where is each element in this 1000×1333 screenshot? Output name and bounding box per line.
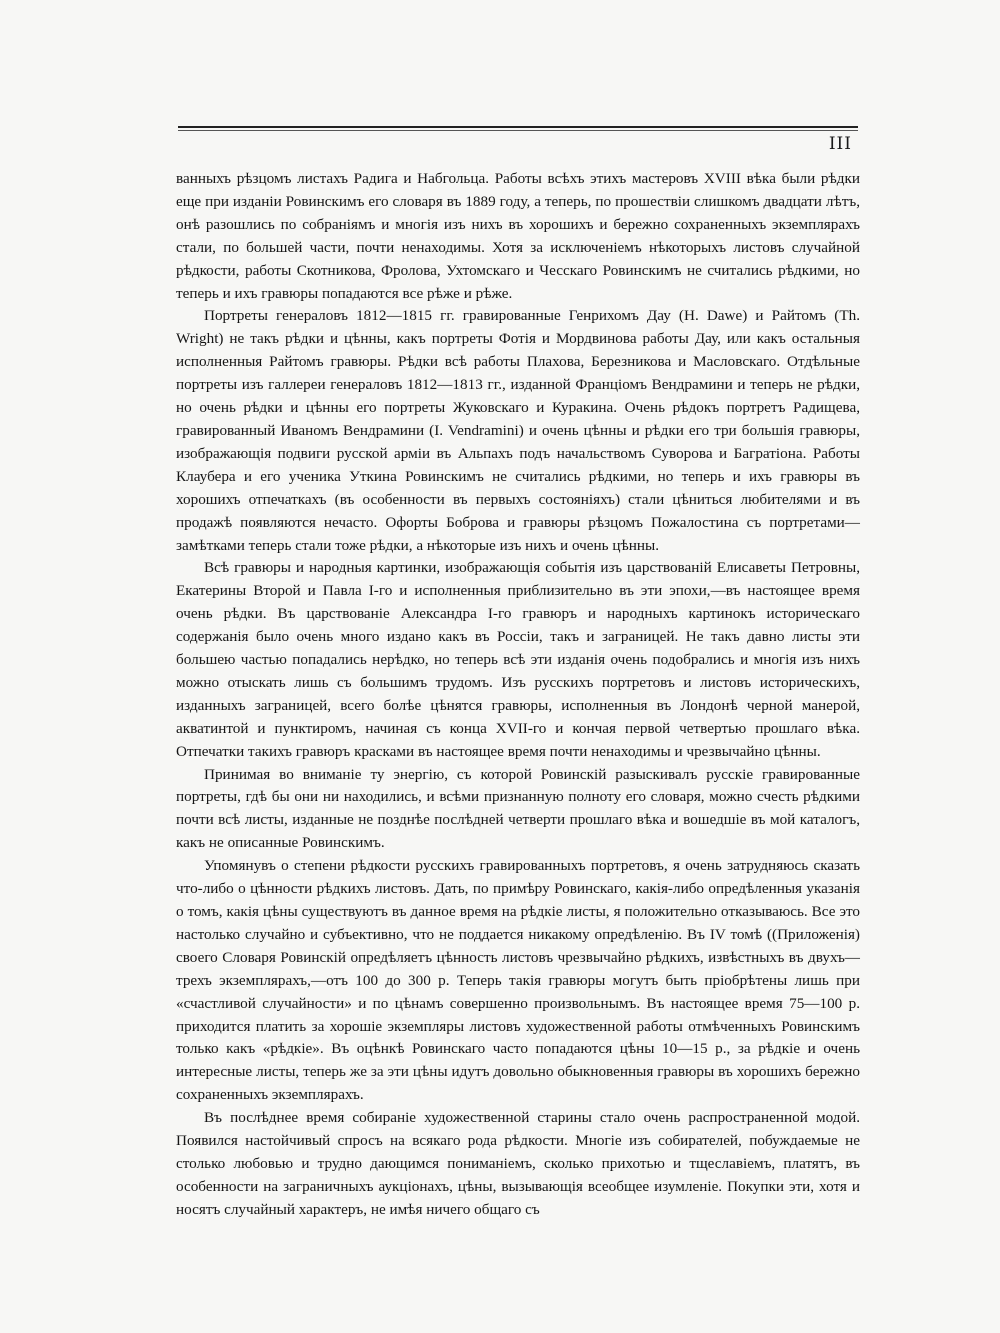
header-rule xyxy=(178,126,858,128)
paragraph: Всѣ гравюры и народныя картинки, изображающія событія изъ царствованій Елисаветы Петровны, Екатерины Второй и Павла I-го и исполненныя приблизительно въ эти эпохи,—въ настоящее время очень рѣдки. Въ царствованіе Александра I-го гравюръ и народныхъ картинокъ историческаго содержанія было очень много издано какъ въ Россіи, такъ и заграницей. Не такъ давно листы эти большею частью попадались нерѣдко, но теперь всѣ эти изданія очень подобрались и многія изъ нихъ можно отыскать лишь съ большимъ трудомъ. Изъ русскихъ портретовъ и листовъ историческихъ, изданныхъ заграницей, всего болѣе цѣнятся гравюры, исполненныя въ Лондонѣ черной манерой, акватинтой и пунктиромъ, начиная съ конца XVII-го и кончая первой четвертью прошлаго вѣка. Отпечатки такихъ гравюръ красками въ настоящее время почти ненаходимы и чрезвычайно цѣнны. xyxy=(176,559,860,760)
header-rule-thin xyxy=(178,130,858,131)
paragraph-continued: ванныхъ рѣзцомъ листахъ Радига и Набгольца. Работы всѣхъ этихъ мастеровъ XVIII вѣка были рѣдки еще при изданіи Ровинскимъ его словаря въ 1889 году, а теперь, по прошествіи слишкомъ двадцати лѣтъ, онѣ разошлись по собраніямъ и многія изъ нихъ въ хорошихъ и бережно сохраненныхъ экземплярахъ стали, по большей части, почти ненаходимы. Хотя за исключеніемъ нѣкоторыхъ листовъ случайной рѣдкости, работы Скотникова, Фролова, Ухтомскаго и Чесскаго Ровинскимъ не считались рѣдкими, но теперь и ихъ гравюры попадаются все рѣже и рѣже. xyxy=(176,170,860,302)
paragraph: Принимая во вниманіе ту энергію, съ которой Ровинскій разыскивалъ русскіе гравированные портреты, гдѣ бы они ни находились, и всѣми признанную полноту его словаря, можно счесть рѣдкими почти всѣ листы, изданные не позднѣе послѣдней четверти прошлаго вѣка и вошедшіе въ мой каталогъ, какъ не описанные Ровинскимъ. xyxy=(176,765,860,852)
paragraph: Упомянувъ о степени рѣдкости русскихъ гравированныхъ портретовъ, я очень затрудняюсь сказать что-либо о цѣнности рѣдкихъ листовъ. Дать, по примѣру Ровинскаго, какія-либо опредѣленныя указанія о томъ, какія цѣны существуютъ въ данное время на рѣдкіе листы, я положительно отказываюсь. Все это настолько случайно и субъективно, что не поддается никакому опредѣленію. Въ IV томѣ ((Приложенія) своего Словаря Ровинскій опредѣляетъ цѣнность листовъ чрезвычайно рѣдкихъ, извѣстныхъ въ двухъ—трехъ экземплярахъ,—отъ 100 до 300 р. Теперь такія гравюры могутъ быть пріобрѣтены лишь при «счастливой случайности» и по цѣнамъ совершенно произвольнымъ. Въ настоящее время 75—100 р. приходится платить за хорошіе экземпляры листовъ художественной работы отмѣченныхъ Ровинскимъ только какъ «рѣдкіе». Въ оцѣнкѣ Ровинскаго часто попадаются цѣны 10—15 р., за рѣдкіе и очень интересные листы, теперь же за эти цѣны идутъ довольно обыкновенныя гравюры въ хорошихъ бережно сохраненныхъ экземплярахъ. xyxy=(176,857,860,1104)
body-text xyxy=(176,168,860,1222)
paragraph: Въ послѣднее время собираніе художественной старины стало очень распространенной модой. Появился настойчивый спросъ на всякаго рода рѣдкости. Многіе изъ собирателей, побуждаемые не столько любовью и трудно дающимся пониманіемъ, сколько прихотью и тщеславіемъ, платятъ, въ особенности на заграничныхъ аукціонахъ, цѣны, вызывающія всеобщее изумленіе. Покупки эти, хотя и носятъ случайный характеръ, не имѣя ничего общаго съ xyxy=(176,1109,860,1218)
page-number: III xyxy=(828,134,852,154)
paragraph: Портреты генераловъ 1812—1815 гг. гравированные Генрихомъ Дау (H. Dawe) и Райтомъ (Th. Wright) не такъ рѣдки и цѣнны, какъ портреты Фотія и Мордвинова работы Дау, или какъ остальныя исполненныя Райтомъ гравюры. Рѣдки всѣ работы Плахова, Березникова и Масловскаго. Отдѣльные портреты изъ галлереи генераловъ 1812—1813 гг., изданной Франціомъ Вендрамини и теперь не рѣдки, но очень рѣдки и цѣнны его портреты Жуковскаго и Куракина. Очень рѣдокъ портретъ Радищева, гравированный Иваномъ Вендрамини (I. Vendramini) и очень цѣнны и рѣдки его три большія гравюры, изображающія подвиги русской арміи въ Альпахъ подъ начальствомъ Суворова и Багратіона. Работы Клаубера и его ученика Уткина Ровинскимъ не считались рѣдкими, но теперь и ихъ гравюры въ хорошихъ отпечаткахъ (въ особенности въ первыхъ состояніяхъ) стали цѣниться любителями и въ продажѣ появляются нечасто. Офорты Боброва и гравюры рѣзцомъ Пожалостина съ портретами—замѣтками теперь стали тоже рѣдки, а нѣкоторые изъ нихъ и очень цѣнны. xyxy=(176,307,860,554)
